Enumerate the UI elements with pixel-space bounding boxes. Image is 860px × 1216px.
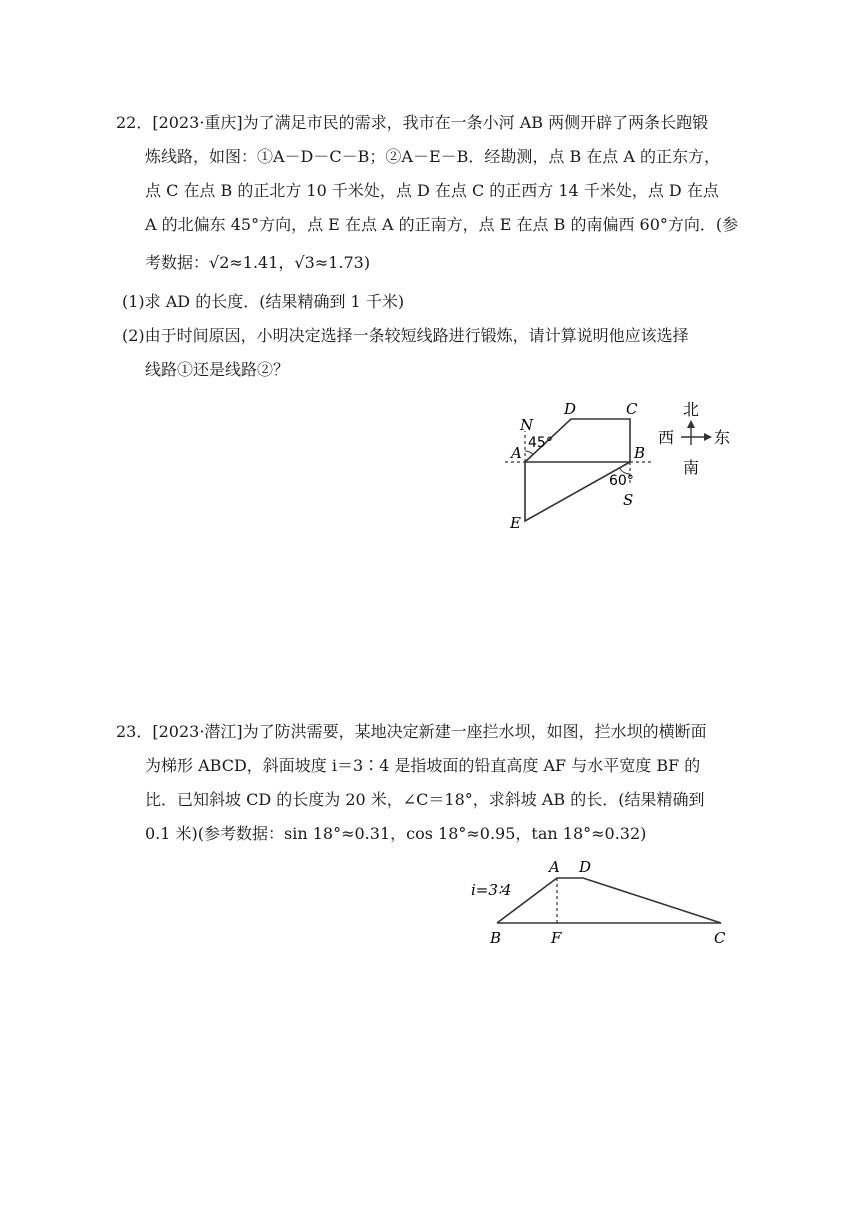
label-d: D bbox=[579, 858, 592, 876]
q23-line-4: 0.1 米)(参考数据：sin 18°≈0.31，cos 18°≈0.95，tan 18°≈0.32) bbox=[145, 824, 647, 843]
compass-south: 南 bbox=[683, 458, 700, 477]
label-a: A bbox=[549, 858, 560, 876]
angle-label-60: 60° bbox=[609, 473, 634, 489]
q22-part-2-line-2: 线路①还是线路②？ bbox=[145, 360, 290, 379]
label-e: E bbox=[510, 514, 521, 532]
q23-line-2: 为梯形 ABCD，斜面坡度 i＝3∶4 是指坡面的铅直高度 AF 与水平宽度 BF 的 bbox=[145, 756, 701, 775]
trapezoid-top-sides bbox=[497, 878, 721, 923]
label-n: N bbox=[520, 416, 534, 434]
q22-line-2: 炼线路，如图：①A－D－C－B；②A－E－B．经勘测，点 B 在点 A 的正东方， bbox=[145, 147, 721, 166]
q22-line-5: 考数据：√2≈1.41，√3≈1.73) bbox=[145, 253, 371, 272]
compass-north: 北 bbox=[683, 400, 700, 419]
label-b: B bbox=[490, 929, 502, 947]
compass bbox=[658, 400, 730, 477]
compass-east-arrow-icon bbox=[704, 433, 712, 441]
q22-line-3: 点 C 在点 B 的正北方 10 千米处，点 D 在点 C 的正西方 14 千米处，点 D 在点 bbox=[145, 181, 719, 200]
slope-label: i=3∶4 bbox=[471, 881, 512, 899]
q22-figure bbox=[495, 395, 740, 540]
q23-line-3: 比．已知斜坡 CD 的长度为 20 米，∠C＝18°，求斜坡 AB 的长．(结果精确到 bbox=[145, 790, 705, 809]
route-2-path bbox=[525, 462, 630, 521]
compass-north-arrow-icon bbox=[687, 420, 695, 428]
q23-line-1: 23．[2023·潜江]为了防洪需要，某地决定新建一座拦水坝，如图，拦水坝的横断面 bbox=[116, 722, 707, 741]
label-c: C bbox=[714, 929, 726, 947]
label-f: F bbox=[551, 929, 562, 947]
q22-line-1: 22．[2023·重庆]为了满足市民的需求，我市在一条小河 AB 两侧开辟了两条长跑锻 bbox=[116, 113, 709, 132]
label-s: S bbox=[623, 491, 634, 509]
q23-figure bbox=[465, 852, 740, 952]
label-d: D bbox=[564, 400, 577, 418]
compass-west: 西 bbox=[658, 428, 675, 447]
label-a: A bbox=[511, 444, 522, 462]
label-b: B bbox=[634, 444, 646, 462]
q22-part-2-line-1: (2)由于时间原因，小明决定选择一条较短线路进行锻炼，请计算说明他应该选择 bbox=[122, 326, 689, 345]
angle-arc-a bbox=[525, 451, 533, 454]
label-c: C bbox=[626, 400, 638, 418]
compass-east: 东 bbox=[714, 428, 731, 447]
q22-part-1: (1)求 AD 的长度．(结果精确到 1 千米) bbox=[122, 292, 405, 311]
q22-line-4: A 的北偏东 45°方向，点 E 在点 A 的正南方，点 E 在点 B 的南偏西 60°方向．(参 bbox=[145, 215, 739, 234]
angle-label-45: 45° bbox=[528, 435, 553, 451]
